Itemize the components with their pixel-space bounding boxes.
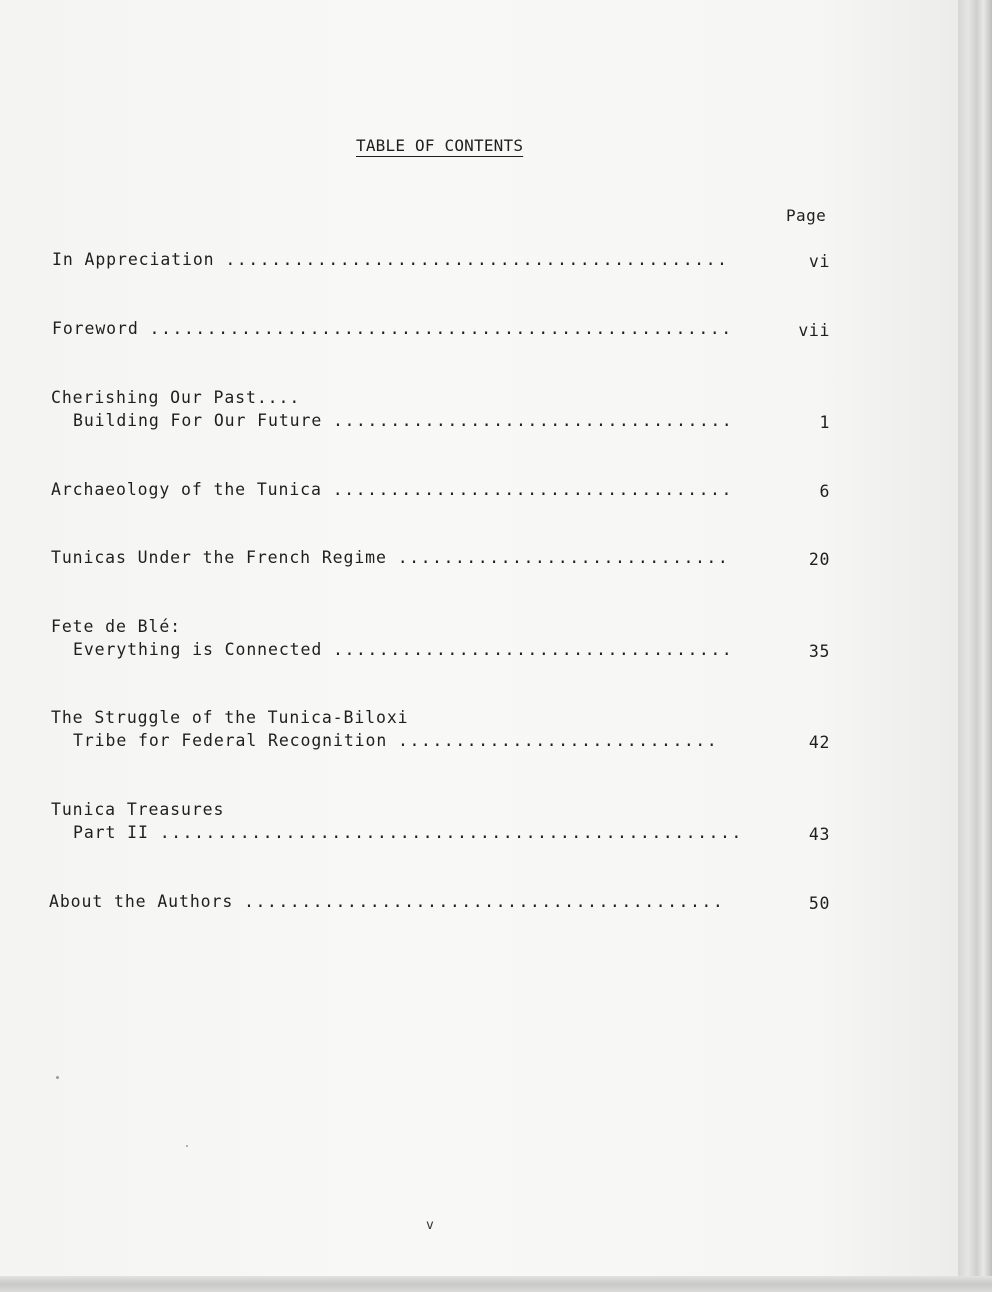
entry-page-number: 42 (808, 733, 830, 752)
entry-page-number: 1 (819, 413, 830, 432)
leader-dots: ................................... (332, 480, 733, 499)
paper-speck (186, 1145, 188, 1147)
entry-title: Archaeology of the Tunica (51, 480, 322, 499)
entry-page-number: 20 (808, 550, 830, 569)
leader-dots: .......................................... (244, 892, 725, 911)
leader-dots: ................................................... (159, 823, 743, 842)
entry-title: Fete de Blé: (51, 617, 182, 636)
leader-dots: ............................ (398, 731, 719, 750)
entry-subtitle: Tribe for Federal Recognition (73, 731, 388, 750)
entry-page-number: 50 (808, 894, 830, 913)
entry-page-number: vii (798, 321, 830, 340)
paper-speck (56, 1076, 59, 1079)
page-bottom-edge (0, 1276, 992, 1292)
entry-title: Cherishing Our Past.... (51, 388, 301, 407)
entry-page-number: vi (808, 252, 830, 271)
page-title: TABLE OF CONTENTS (356, 136, 524, 155)
entry-title: Tunica Treasures (51, 800, 225, 819)
page-column-header: Page (786, 206, 827, 225)
entry-page-number: 43 (808, 825, 830, 844)
page-folio: v (426, 1218, 434, 1233)
leader-dots: ................................... (333, 640, 734, 659)
leader-dots: ................................................... (149, 319, 733, 338)
entry-subtitle: Building For Our Future (73, 411, 323, 430)
entry-title: Tunicas Under the French Regime (51, 548, 387, 567)
entry-subtitle: Everything is Connected (73, 640, 323, 659)
leader-dots: ............................. (397, 548, 730, 567)
entry-page-number: 35 (808, 642, 830, 661)
page-stack-edge (958, 0, 992, 1292)
leader-dots: ............................................ (225, 250, 729, 269)
entry-subtitle: Part II (73, 823, 149, 842)
entry-page-number: 6 (819, 482, 830, 501)
entry-title: In Appreciation (52, 250, 215, 269)
entry-title: Foreword (52, 319, 139, 338)
leader-dots: ................................... (333, 411, 734, 430)
entry-title: About the Authors (49, 892, 234, 911)
entry-title: The Struggle of the Tunica-Biloxi (51, 708, 409, 727)
